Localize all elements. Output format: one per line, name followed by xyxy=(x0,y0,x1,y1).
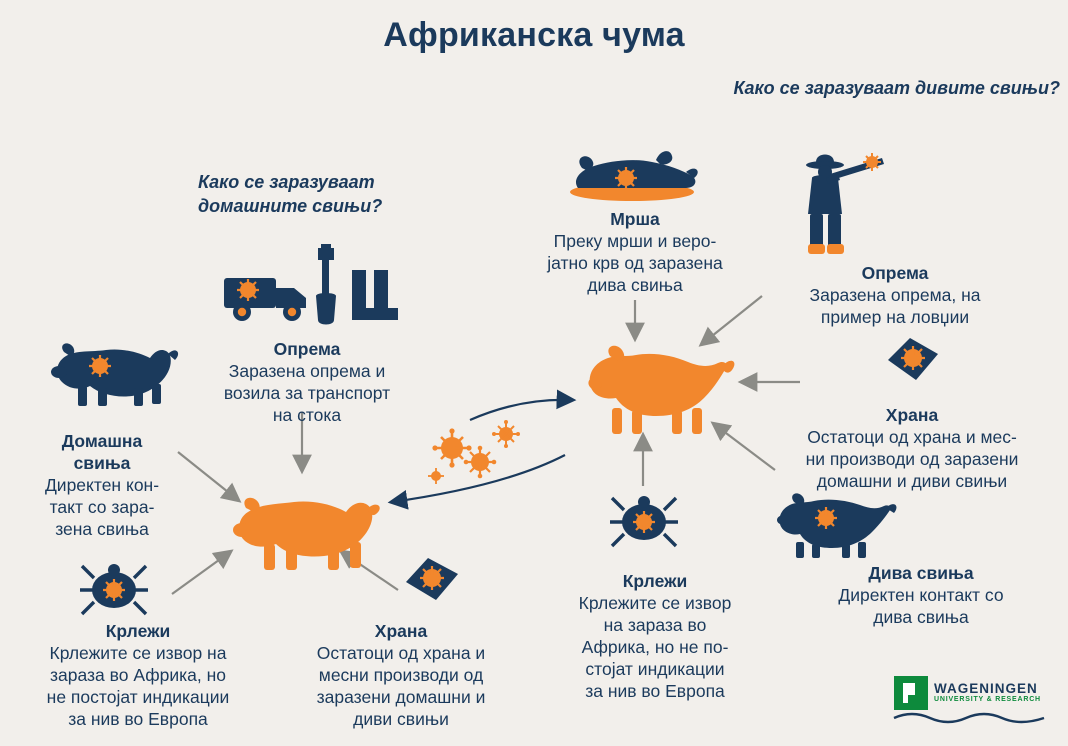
node-carcass-heading: Мрша xyxy=(610,209,660,229)
node-ticks-domestic-line4: за нив во Европа xyxy=(68,709,208,729)
node-carcass-line1: Преку мрши и веро- xyxy=(553,231,717,251)
node-domestic-pig-contact-line3: зена свиња xyxy=(55,519,149,539)
node-carcass-label xyxy=(500,208,770,296)
node-wild-boar-contact-line1: Директен контакт со xyxy=(838,585,1004,605)
node-hunter-equipment-label xyxy=(770,262,1020,328)
node-ticks-wild-line4: стојат индикации xyxy=(585,659,725,679)
infected-knife-icon xyxy=(880,330,950,392)
hunter-icon xyxy=(786,140,906,270)
node-domestic-pig-contact-heading2: свиња xyxy=(73,453,131,473)
node-domestic-food-label xyxy=(272,620,530,730)
node-wild-boar-contact-label xyxy=(786,562,1056,628)
node-domestic-pig-contact-line1: Директен кон- xyxy=(44,475,160,495)
node-ticks-domestic-label xyxy=(0,620,276,730)
node-ticks-domestic-line1: Крлежите се извор на xyxy=(49,643,227,663)
question-domestic-line2: домашните свињи? xyxy=(198,196,383,216)
wur-logo-icon xyxy=(894,676,928,710)
node-domestic-food-line1: Остатоци од храна и xyxy=(316,643,486,663)
node-domestic-equipment-line3: на стока xyxy=(272,405,342,425)
node-domestic-equipment-label xyxy=(182,338,432,426)
question-domestic-line1: Како се заразуваат xyxy=(198,172,375,192)
node-ticks-wild-heading: Крлежи xyxy=(622,571,688,591)
node-domestic-pig-contact-heading: Домашна xyxy=(61,431,143,451)
node-wild-boar-contact-line2: дива свиња xyxy=(873,607,969,627)
node-ticks-wild-line3: Африка, но не по- xyxy=(581,637,729,657)
tick-icon-wild xyxy=(608,488,680,558)
infected-meat-icon xyxy=(398,548,470,612)
node-wild-food-line2: ни производи од заразени xyxy=(805,449,1019,469)
node-wild-boar-contact-heading: Дива свиња xyxy=(868,563,974,583)
node-hunter-equipment-line1: Заразена опрема, на xyxy=(809,285,981,305)
tick-icon-domestic xyxy=(78,556,150,626)
node-wild-food-heading: Храна xyxy=(885,405,939,425)
node-hunter-equipment-heading: Опрема xyxy=(861,263,929,283)
truck-icon xyxy=(218,230,393,340)
node-domestic-equipment-line1: Заразена опрема и xyxy=(228,361,386,381)
node-carcass-line3: дива свиња xyxy=(587,275,683,295)
question-wild-pigs: Како се заразуваат дивите свињи? xyxy=(733,78,1060,98)
node-domestic-pig-contact-line2: такт со зара- xyxy=(49,497,155,517)
page-title: Африканска чума xyxy=(383,16,685,54)
logo-subtitle: UNIVERSITY & RESEARCH xyxy=(934,696,1041,704)
node-ticks-wild-label xyxy=(540,570,770,702)
virus-particles-icon xyxy=(424,418,534,488)
logo-wave-icon xyxy=(894,710,1048,726)
domestic-pig-center-icon xyxy=(228,478,388,573)
node-ticks-domestic-line3: не постојат индикации xyxy=(46,687,230,707)
node-domestic-food-line2: месни производи од xyxy=(318,665,484,685)
node-domestic-pig-contact-label xyxy=(12,430,192,540)
node-domestic-equipment-line2: возила за транспорт xyxy=(223,383,391,403)
node-ticks-wild-line2: на зараза во xyxy=(603,615,707,635)
wageningen-logo xyxy=(894,676,1041,710)
wild-boar-icon xyxy=(770,486,900,558)
node-ticks-domestic-heading: Крлежи xyxy=(105,621,171,641)
node-domestic-food-heading: Храна xyxy=(374,621,428,641)
node-ticks-domestic-line2: зараза во Африка, но xyxy=(49,665,226,685)
domestic-pig-icon xyxy=(48,330,184,406)
node-hunter-equipment-line2: пример на ловџии xyxy=(820,307,970,327)
node-domestic-equipment-heading: Опрема xyxy=(273,339,341,359)
node-domestic-food-line4: диви свињи xyxy=(353,709,449,729)
node-carcass-line2: јатно крв од заразена xyxy=(547,253,723,273)
pig-carcass-icon xyxy=(560,142,710,204)
node-ticks-wild-line5: за нив во Европа xyxy=(585,681,725,701)
node-domestic-food-line3: заразени домашни и xyxy=(316,687,486,707)
node-wild-food-line3: домашни и диви свињи xyxy=(816,471,1008,491)
wild-boar-center-icon xyxy=(580,338,740,438)
node-wild-food-label xyxy=(762,404,1062,492)
logo-name: WAGENINGEN xyxy=(934,681,1038,697)
node-ticks-wild-line1: Крлежите се извор xyxy=(578,593,732,613)
node-wild-food-line1: Остатоци од храна и мес- xyxy=(807,427,1017,447)
